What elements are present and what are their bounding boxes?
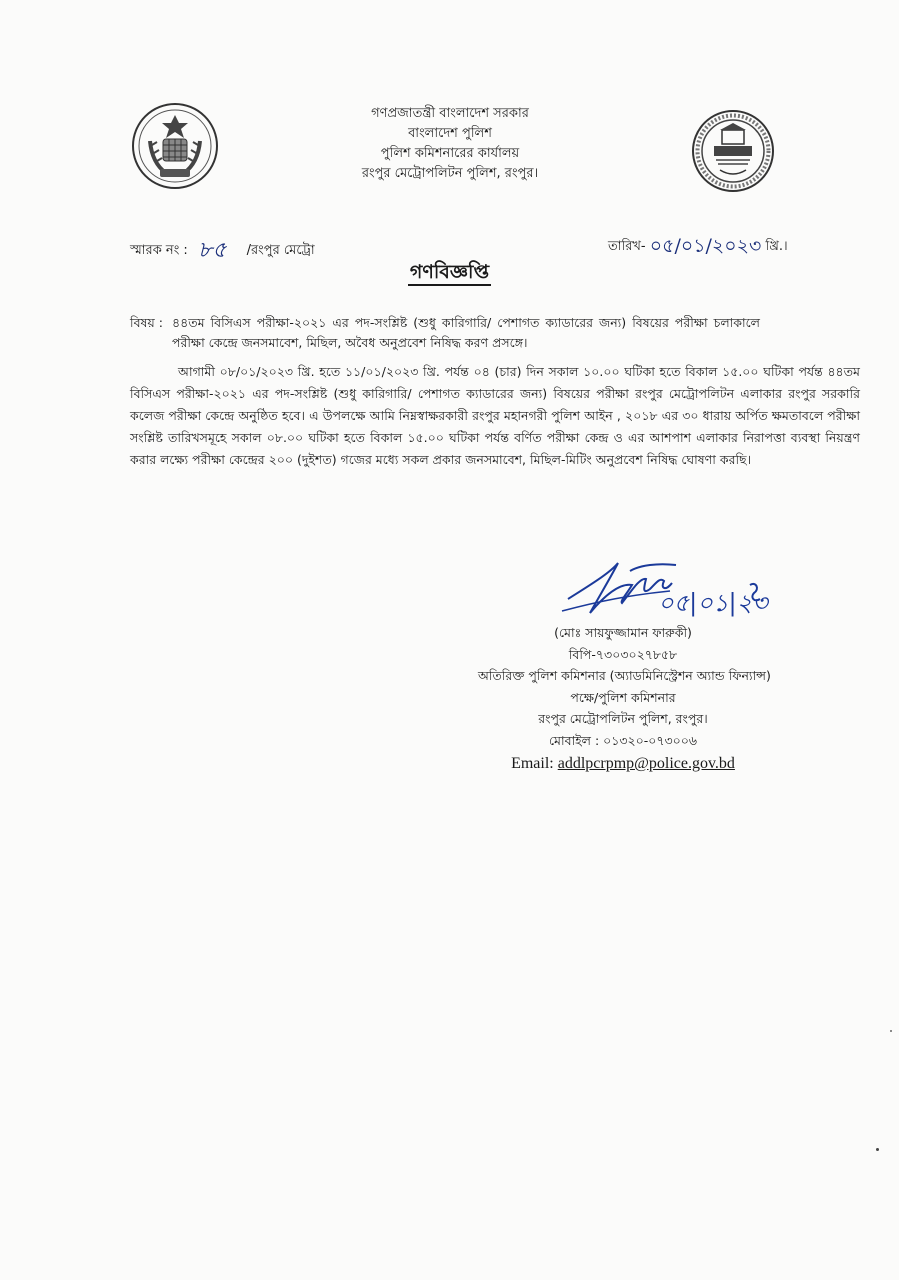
- notice-body: আগামী ০৮/০১/২০২৩ খ্রি. হতে ১১/০১/২০২৩ খ্রি. পর্যন্ত ০৪ (চার) দিন সকাল ১০.০০ ঘটিকা হতে বিকাল ১৫.০০ ঘটিকা পর্যন্ত ৪৪তম বিসিএস পরীক্ষা-২০২১ এর পদ-সংশ্লিষ্ট (শুধু কারিগারি/ পেশাগত ক্যাডারের জন্য) বিষয়ের পরীক্ষা রংপুর মেট্রোপলিটন এলাকার রংপুর সরকারি কলেজ পরীক্ষা কেন্দ্রে অনুষ্ঠিত হবে। এ উপলক্ষে আমি নিম্নস্বাক্ষরকারী রংপুর মহানগরী পুলিশ আইন , ২০১৮ এর ৩০ ধারায় অর্পিত ক্ষমতাবলে পরীক্ষা সংশ্লিষ্ট তারিখসমূহে সকাল ০৮.০০ ঘটিকা হতে বিকাল ১৫.০০ ঘটিকা পর্যন্ত বর্ণিত পরীক্ষা কেন্দ্র ও এর আশপাশ এলাকার নিরাপত্তা ব্যবস্থা নিয়ন্ত্রণ করার লক্ষ্যে পরীক্ষা কেন্দ্রের ২০০ (দুইশত) গজের মধ্যে সকল প্রকার জনসমাবেশ, মিছিল-মিটিং অনুপ্রবেশ নিষিদ্ধ ঘোষণা করছি।: [130, 364, 860, 467]
- notice-title-text: গণবিজ্ঞপ্তি: [408, 261, 491, 286]
- metropolitan-police-seal-icon: [690, 108, 776, 194]
- date-suffix: খ্রি.।: [765, 239, 788, 254]
- svg-text:০৫|০১|২৩: ০৫|০১|২৩: [658, 589, 768, 617]
- subject-label: বিষয় :: [130, 315, 163, 330]
- memo-suffix: /রংপুর মেট্রো: [246, 243, 315, 258]
- paper-speck: [890, 1030, 892, 1032]
- signatory-block: [478, 622, 771, 775]
- police-emblem-icon: [130, 101, 220, 191]
- email-label: Email:: [511, 755, 554, 772]
- email-address[interactable]: addlpcrpmp@police.gov.bd: [557, 755, 735, 772]
- memo-label: স্মারক নং :: [130, 243, 188, 258]
- handwritten-signature: [560, 555, 800, 625]
- govt-name: গণপ্রজাতন্ত্রী বাংলাদেশ সরকার: [371, 106, 529, 121]
- subject-block: [130, 313, 760, 353]
- signatory-designation: অতিরিক্ত পুলিশ কমিশনার (অ্যাডমিনিস্ট্রেশন অ্যান্ড ফিন্যান্স): [478, 668, 771, 683]
- signatory-office: রংপুর মেট্রোপলিটন পুলিশ, রংপুর।: [538, 711, 708, 726]
- office-name: পুলিশ কমিশনারের কার্যালয়: [380, 146, 520, 161]
- signatory-name: (মোঃ সায়ফুজ্জামান ফারুকী): [554, 625, 692, 640]
- memo-number: ৮৫: [197, 238, 227, 263]
- signatory-email-row: [478, 753, 768, 775]
- signatory-bp-number: বিপি-৭৩০৩০২৭৮৫৮: [568, 646, 678, 662]
- subject-text: ৪৪তম বিসিএস পরীক্ষা-২০২১ এর পদ-সংশ্লিষ্ট (শুধু কারিগারি/ পেশাগত ক্যাডারের জন্য) বিষয়ের পরীক্ষা চলাকালে পরীক্ষা কেন্দ্রে জনসমাবেশ, মিছিল, অবৈধ অনুপ্রবেশ নিষিদ্ধ করণ প্রসঙ্গে।: [172, 315, 760, 350]
- department-name: বাংলাদেশ পুলিশ: [408, 126, 492, 141]
- notice-title: [0, 258, 899, 290]
- paper-speck: [876, 1148, 879, 1151]
- letterhead: [300, 104, 600, 184]
- office-location: রংপুর মেট্রোপলিটন পুলিশ, রংপুর।: [361, 166, 539, 181]
- date-value: ০৫/০১/২০২৩: [649, 235, 762, 257]
- signatory-on-behalf: পক্ষে/পুলিশ কমিশনার: [570, 689, 676, 705]
- date-label: তারিখ-: [608, 239, 646, 254]
- signatory-mobile: মোবাইল : ০১৩২০-০৭৩০০৬: [548, 732, 698, 748]
